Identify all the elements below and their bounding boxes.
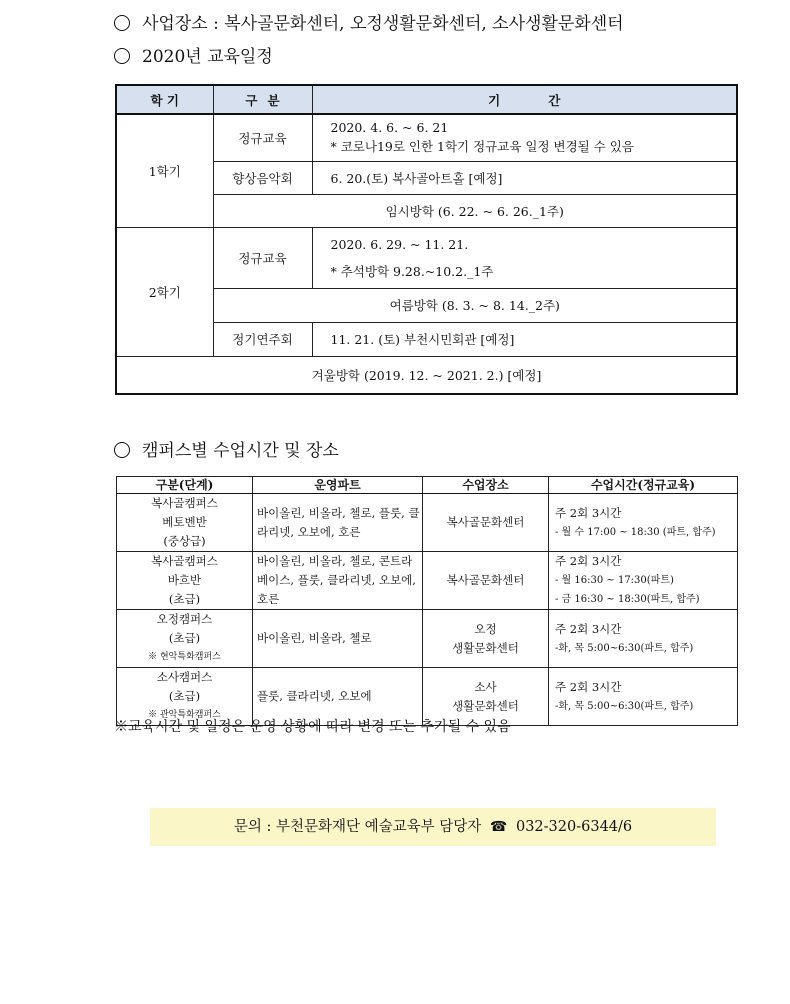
table-row — [117, 552, 738, 610]
contact-phone: 032-320-6344/6 — [515, 819, 633, 835]
campus-division: 복사골캠퍼스 바흐반 (초급) — [117, 552, 253, 610]
table-row — [116, 227, 737, 288]
header-category: 구분 — [213, 85, 312, 114]
header-semester: 학 기 — [116, 85, 213, 114]
schedule-header-row — [116, 85, 737, 114]
table-row — [117, 494, 738, 552]
sem2-regular-period: 2020. 6. 29. ~ 11. 21. * 추석방학 9.28.~10.2._1주 — [312, 227, 737, 288]
campus-time: 주 2회 3시간 -화, 목 5:00~6:30(파트, 합주) — [549, 610, 738, 668]
circle-bullet-icon — [114, 442, 130, 458]
campus-time: 주 2회 3시간 - 월 수 17:00 ~ 18:30 (파트, 합주) — [549, 494, 738, 552]
campus-parts: 바이올린, 비올라, 첼로, 콘트라베이스, 플룻, 클라리넷, 오보에, 호른 — [253, 552, 423, 610]
sem2-concert-value: 11. 21. (토) 부천시민회관 [예정] — [312, 322, 737, 356]
sem1-break: 임시방학 (6. 22. ~ 6. 26._1주) — [213, 194, 737, 227]
table-row — [116, 356, 737, 394]
campus-division: 복사골캠퍼스 베토벤반 (중상급) — [117, 494, 253, 552]
winter-break: 겨울방학 (2019. 12. ~ 2021. 2.) [예정] — [116, 356, 737, 394]
sem2-regular-label: 정규교육 — [213, 227, 312, 288]
campus-heading: 캠퍼스별 수업시간 및 장소 — [114, 440, 339, 462]
header-period: 기간 — [312, 85, 737, 114]
contact-banner — [150, 808, 716, 846]
header-division: 구분(단계) — [117, 477, 253, 494]
schedule-table — [115, 84, 738, 395]
schedule-heading: 2020년 교육일정 — [114, 46, 273, 68]
header-time: 수업시간(정규교육) — [549, 477, 738, 494]
sem2-summer-break: 여름방학 (8. 3. ~ 8. 14._2주) — [213, 288, 737, 322]
sem1-concert-value: 6. 20.(토) 복사골아트홀 [예정] — [312, 161, 737, 194]
campus-place: 복사골문화센터 — [423, 552, 549, 610]
phone-icon: ☎ — [489, 819, 508, 835]
campus-division: 소사캠퍼스 (초급) ※ 관악특화캠퍼스 — [117, 668, 253, 726]
campus-parts: 바이올린, 비올라, 첼로 — [253, 610, 423, 668]
campus-division: 오정캠퍼스 (초급) ※ 현악특화캠퍼스 — [117, 610, 253, 668]
header-parts: 운영파트 — [253, 477, 423, 494]
contact-text: 문의 : 부천문화재단 예술교육부 담당자 — [233, 819, 482, 835]
campus-place: 오정 생활문화센터 — [423, 610, 549, 668]
campus-parts: 바이올린, 비올라, 첼로, 플룻, 클라리넷, 오보에, 호른 — [253, 494, 423, 552]
campus-time: 주 2회 3시간 - 월 16:30 ~ 17:30(파트) - 금 16:30 ~ 18:30(파트, 합주) — [549, 552, 738, 610]
table-row — [117, 610, 738, 668]
sem1-concert-label: 향상음악회 — [213, 161, 312, 194]
schedule-note: ※교육시간 및 일정은 운영 상황에 따라 변경 또는 추가될 수 있음 — [114, 719, 511, 735]
sem2-concert-label: 정기연주회 — [213, 322, 312, 356]
campus-place: 소사 생활문화센터 — [423, 668, 549, 726]
table-row — [116, 114, 737, 161]
sem1-regular-label: 정규교육 — [213, 114, 312, 161]
circle-bullet-icon — [114, 48, 130, 64]
venues-heading: 사업장소 : 복사골문화센터, 오정생활문화센터, 소사생활문화센터 — [114, 13, 624, 35]
semester-2-label: 2학기 — [116, 227, 213, 356]
campus-parts: 플룻, 클라리넷, 오보에 — [253, 668, 423, 726]
campus-header-row — [117, 477, 738, 494]
campus-table — [116, 476, 738, 726]
semester-1-label: 1학기 — [116, 114, 213, 227]
header-place: 수업장소 — [423, 477, 549, 494]
circle-bullet-icon — [114, 15, 130, 31]
campus-time: 주 2회 3시간 -화, 목 5:00~6:30(파트, 합주) — [549, 668, 738, 726]
campus-place: 복사골문화센터 — [423, 494, 549, 552]
sem1-regular-period: 2020. 4. 6. ~ 6. 21 * 코로나19로 인한 1학기 정규교육 일정 변경될 수 있음 — [312, 114, 737, 161]
